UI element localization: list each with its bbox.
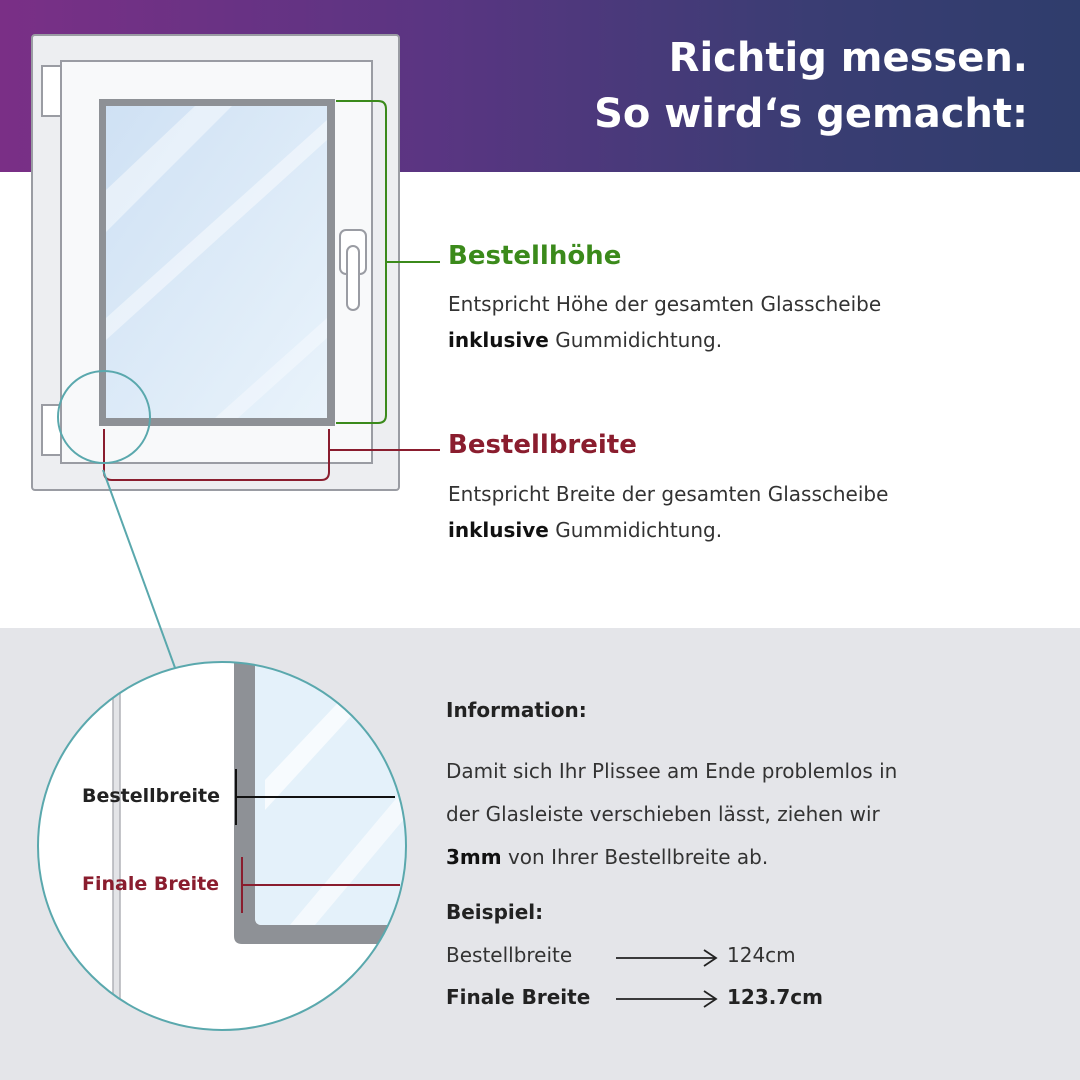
info-line-2: der Glasleiste verschieben lässt, ziehen wir bbox=[446, 802, 880, 826]
width-heading: Bestellbreite bbox=[448, 430, 637, 460]
example-row-1-label: Bestellbreite bbox=[446, 943, 573, 967]
zoom-label-order-width: Bestellbreite bbox=[82, 785, 221, 807]
info-line-3 bbox=[446, 836, 1046, 879]
info-body bbox=[446, 750, 1046, 879]
width-desc-line-1: Entspricht Breite der gesamten Glasscheibe bbox=[448, 482, 889, 506]
zoom-connector-line bbox=[103, 470, 178, 676]
zoom-label-final-width: Finale Breite bbox=[82, 873, 220, 895]
width-desc-bold: inklusive bbox=[448, 518, 549, 542]
height-desc-line-1: Entspricht Höhe der gesamten Glasscheibe bbox=[448, 292, 882, 316]
arrow-icon-1 bbox=[616, 950, 716, 966]
height-desc-rest: Gummidichtung. bbox=[548, 328, 723, 352]
height-desc-bold: inklusive bbox=[448, 328, 549, 352]
height-heading: Bestellhöhe bbox=[448, 241, 622, 271]
hinge-top bbox=[42, 66, 61, 116]
zoom-frame-edge bbox=[113, 650, 120, 1050]
example-row-2-value: 123.7cm bbox=[727, 985, 823, 1009]
width-desc-line-2 bbox=[448, 512, 1028, 548]
arrow-icon-2 bbox=[616, 991, 716, 1007]
info-title: Information: bbox=[446, 698, 587, 722]
info-bold-3mm: 3mm bbox=[446, 845, 502, 869]
width-desc-rest: Gummidichtung. bbox=[548, 518, 723, 542]
example-row-1-value: 124cm bbox=[727, 943, 796, 967]
width-description bbox=[448, 476, 1028, 548]
info-line-3-rest: von Ihrer Bestellbreite ab. bbox=[501, 845, 769, 869]
height-desc-line-2 bbox=[448, 322, 1028, 358]
example-title: Beispiel: bbox=[446, 900, 544, 924]
title-line-2: So wird‘s gemacht: bbox=[594, 91, 1028, 137]
height-description bbox=[448, 286, 1028, 358]
example-row-2-label: Finale Breite bbox=[446, 985, 591, 1009]
window-handle-lever bbox=[347, 246, 359, 310]
title-line-1: Richtig messen. bbox=[668, 35, 1028, 81]
info-line-1: Damit sich Ihr Plissee am Ende problemlos in bbox=[446, 759, 898, 783]
